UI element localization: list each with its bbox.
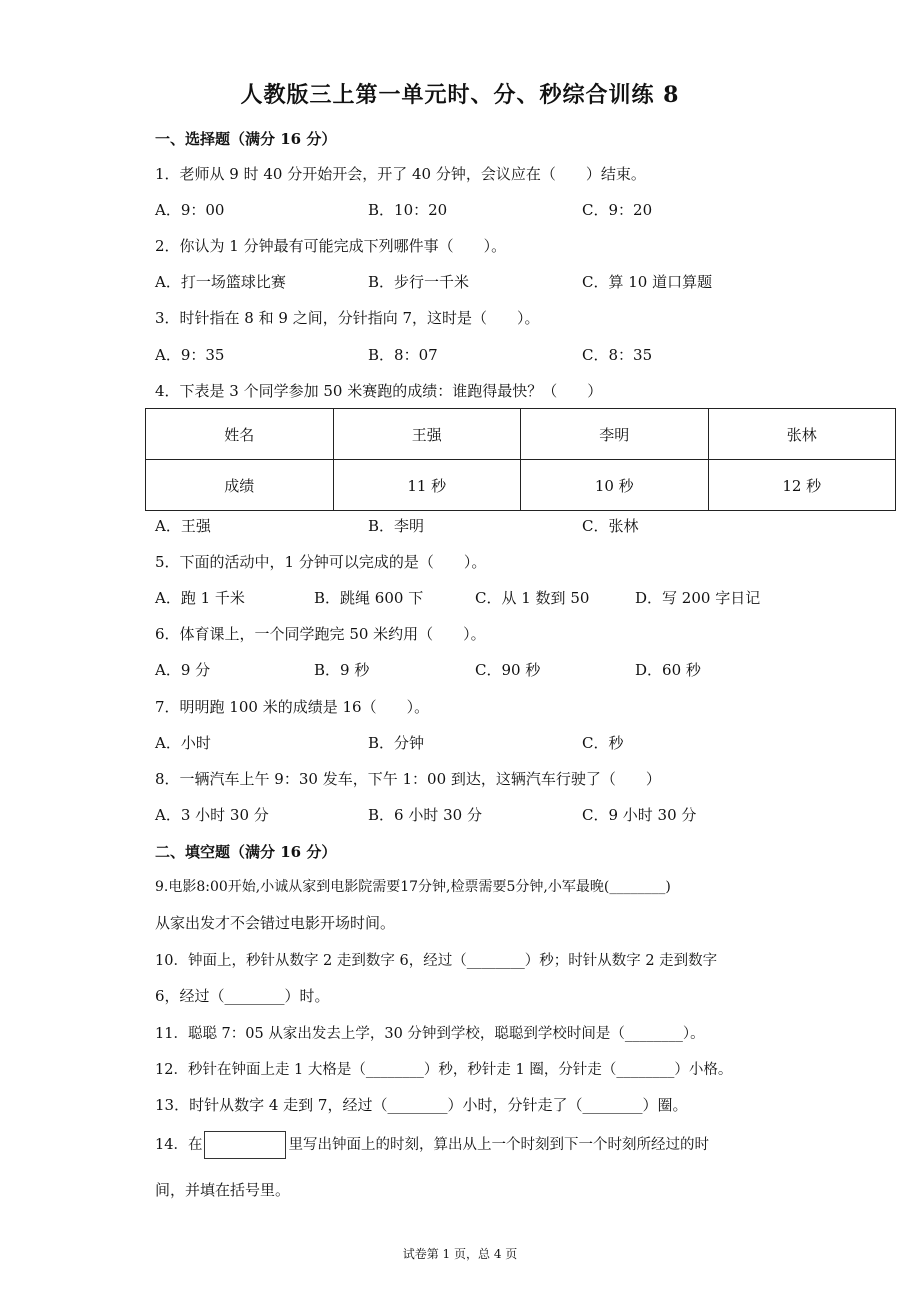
option-b: B．9 秒 <box>314 661 370 679</box>
page-title: 人教版三上第一单元时、分、秒综合训练 8 <box>240 82 680 108</box>
page-footer: 试卷第 1 页，总 4 页 <box>402 1247 518 1261</box>
question-7: 7．明明跑 100 米的成绩是 16（ ）。 <box>155 698 430 716</box>
table-cell: 张林 <box>708 409 896 460</box>
table-cell: 成绩 <box>146 460 334 511</box>
option-a: A．跑 1 千米 <box>155 589 245 607</box>
question-4: 4．下表是 3 个同学参加 50 米赛跑的成绩：谁跑得最快？（ ） <box>155 382 603 400</box>
question-6: 6．体育课上，一个同学跑完 50 米约用（ ）。 <box>155 625 486 643</box>
option-a: A．3 小时 30 分 <box>155 806 269 824</box>
question-11: 11．聪聪 7：05 从家出发去上学，30 分钟到学校，聪聪到学校时间是（________）。 <box>155 1026 705 1042</box>
table-cell: 10 秒 <box>521 460 709 511</box>
options-8 <box>155 804 775 826</box>
question-9-line1: 9.电影8:00开始,小诚从家到电影院需要17分钟,检票需要5分钟,小军最晚(________) <box>155 879 671 895</box>
options-1 <box>155 199 775 221</box>
option-d: D．60 秒 <box>635 661 701 679</box>
options-7 <box>155 732 775 754</box>
table-cell: 王强 <box>333 409 521 460</box>
option-c: C．8：35 <box>582 346 653 364</box>
table-row <box>146 409 896 460</box>
option-b: B．跳绳 600 下 <box>314 589 424 607</box>
question-3: 3．时针指在 8 和 9 之间，分针指向 7，这时是（ ）。 <box>155 309 540 327</box>
options-4 <box>155 515 775 537</box>
question-13: 13．时针从数字 4 走到 7，经过（________）小时，分针走了（________）圈。 <box>155 1096 688 1114</box>
table-cell: 李明 <box>521 409 709 460</box>
option-c: C．9 小时 30 分 <box>582 806 697 824</box>
options-6 <box>155 659 775 681</box>
option-b: B．步行一千米 <box>368 273 470 291</box>
question-10-line2: 6，经过（________）时。 <box>155 987 330 1005</box>
option-b: B．李明 <box>368 517 425 535</box>
score-table <box>145 408 896 511</box>
option-a: A．9 分 <box>155 661 211 679</box>
option-c: C．秒 <box>582 734 624 752</box>
table-cell: 11 秒 <box>333 460 521 511</box>
question-1: 1．老师从 9 时 40 分开始开会，开了 40 分钟，会议应在（ ）结束。 <box>155 165 646 183</box>
option-c: C．张林 <box>582 517 639 535</box>
question-9-line2: 从家出发才不会错过电影开场时间。 <box>155 914 396 932</box>
table-cell: 姓名 <box>146 409 334 460</box>
question-14-line1 <box>155 1131 709 1159</box>
options-2 <box>155 271 775 293</box>
question-2: 2．你认为 1 分钟最有可能完成下列哪件事（ ）。 <box>155 237 507 255</box>
option-a: A．小时 <box>155 734 211 752</box>
section-heading-choice: 一、选择题（满分 16 分） <box>155 130 337 148</box>
question-14-suffix: 里写出钟面上的时刻，算出从上一个时刻到下一个时刻所经过的时 <box>288 1137 709 1153</box>
options-5 <box>155 587 775 609</box>
option-b: B．6 小时 30 分 <box>368 806 482 824</box>
options-3 <box>155 344 775 366</box>
option-b: B．8：07 <box>368 346 438 364</box>
question-8: 8．一辆汽车上午 9：30 发车，下午 1：00 到达，这辆汽车行驶了（ ） <box>155 770 661 788</box>
question-14-prefix: 14．在 <box>155 1137 203 1153</box>
option-c: C．从 1 数到 50 <box>475 589 590 607</box>
option-b: B．10：20 <box>368 201 448 219</box>
table-cell: 12 秒 <box>708 460 896 511</box>
option-a: A．9：00 <box>155 201 225 219</box>
option-a: A．王强 <box>155 517 211 535</box>
option-b: B．分钟 <box>368 734 425 752</box>
option-a: A．9：35 <box>155 346 225 364</box>
question-5: 5．下面的活动中，1 分钟可以完成的是（ ）。 <box>155 553 487 571</box>
option-c: C．算 10 道口算题 <box>582 273 713 291</box>
option-a: A．打一场篮球比赛 <box>155 273 286 291</box>
answer-box[interactable] <box>204 1131 286 1159</box>
option-c: C．90 秒 <box>475 661 541 679</box>
option-d: D．写 200 字日记 <box>635 589 761 607</box>
table-row <box>146 460 896 511</box>
section-heading-fill: 二、填空题（满分 16 分） <box>155 843 337 861</box>
question-12: 12．秒针在钟面上走 1 大格是（________）秒，秒针走 1 圈，分针走（________）小格。 <box>155 1062 733 1078</box>
question-10-line1: 10．钟面上，秒针从数字 2 走到数字 6，经过（________）秒；时针从数字 2 走到数字 <box>155 953 718 969</box>
option-c: C．9：20 <box>582 201 653 219</box>
question-14-line2: 间，并填在括号里。 <box>155 1181 291 1199</box>
